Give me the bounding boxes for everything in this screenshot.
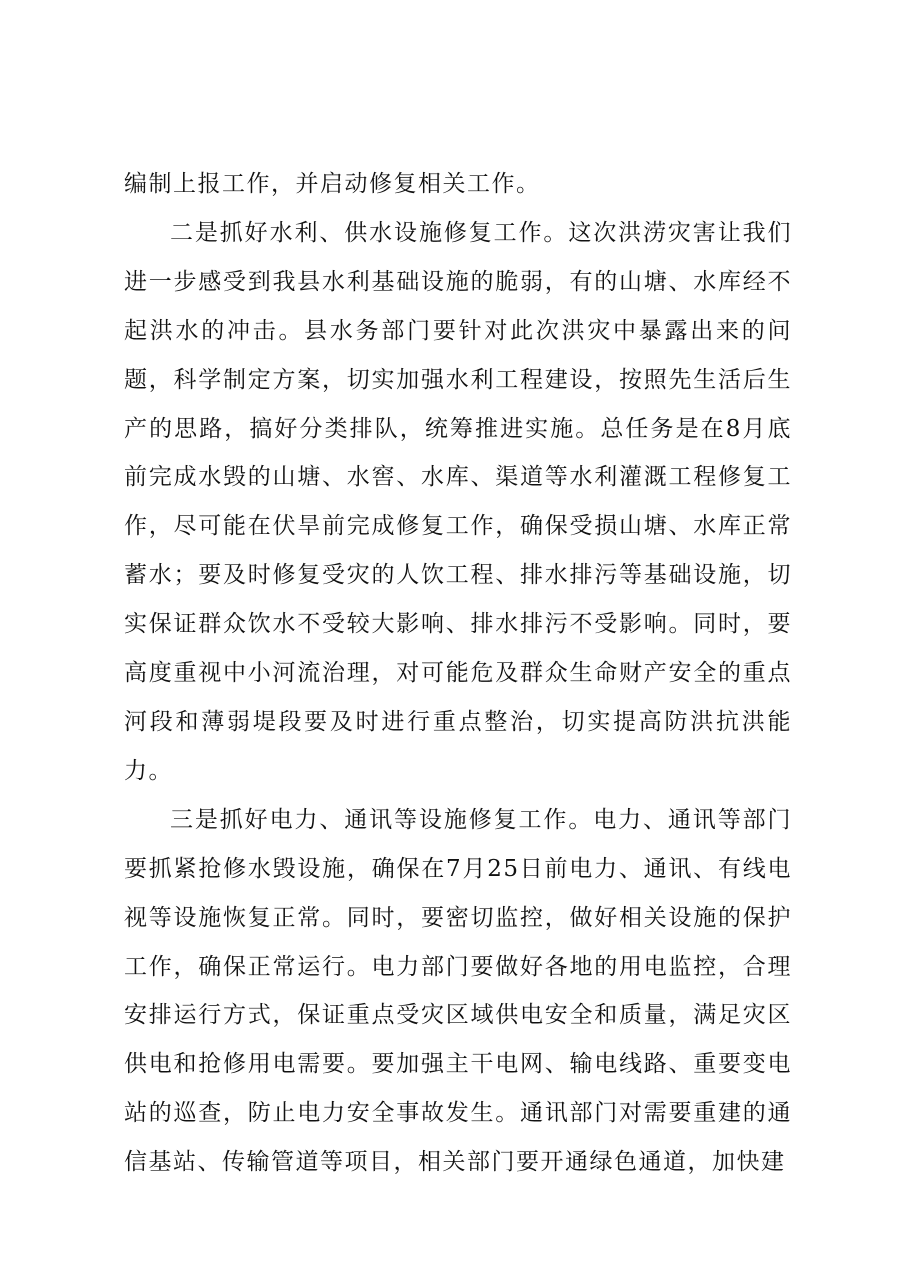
document-body [124, 160, 792, 1187]
paragraph-water-facilities: 二是抓好水利、供水设施修复工作。这次洪涝灾害让我们进一步感受到我县水利基础设施的脆弱，有的山塘、水库经不起洪水的冲击。县水务部门要针对此次洪灾中暴露出来的问题，科学制定方案，切实加强水利工程建设，按照先生活后生产的思路，搞好分类排队，统筹推进实施。总任务是在8月底前完成水毁的山塘、水窖、水库、渠道等水利灌溉工程修复工作，尽可能在伏旱前完成修复工作，确保受损山塘、水库正常蓄水；要及时修复受灾的人饮工程、排水排污等基础设施，切实保证群众饮水不受较大影响、排水排污不受影响。同时，要高度重视中小河流治理，对可能危及群众生命财产安全的重点河段和薄弱堤段要及时进行重点整治，切实提高防洪抗洪能力。 [124, 219, 792, 784]
paragraph-power-telecom: 三是抓好电力、通讯等设施修复工作。电力、通讯等部门要抓紧抢修水毁设施，确保在7月25日前电力、通讯、有线电视等设施恢复正常。同时，要密切监控，做好相关设施的保护工作，确保正常运行。电力部门要做好各地的用电监控，合理安排运行方式，保证重点受灾区域供电安全和质量，满足灾区供电和抢修用电需要。要加强主干电网、输电线路、重要变电站的巡查，防止电力安全事故发生。通讯部门对需要重建的通信基站、传输管道等项目，相关部门要开通绿色通道，加快建 [124, 806, 792, 1176]
paragraph-continuation: 编制上报工作，并启动修复相关工作。 [124, 171, 541, 197]
